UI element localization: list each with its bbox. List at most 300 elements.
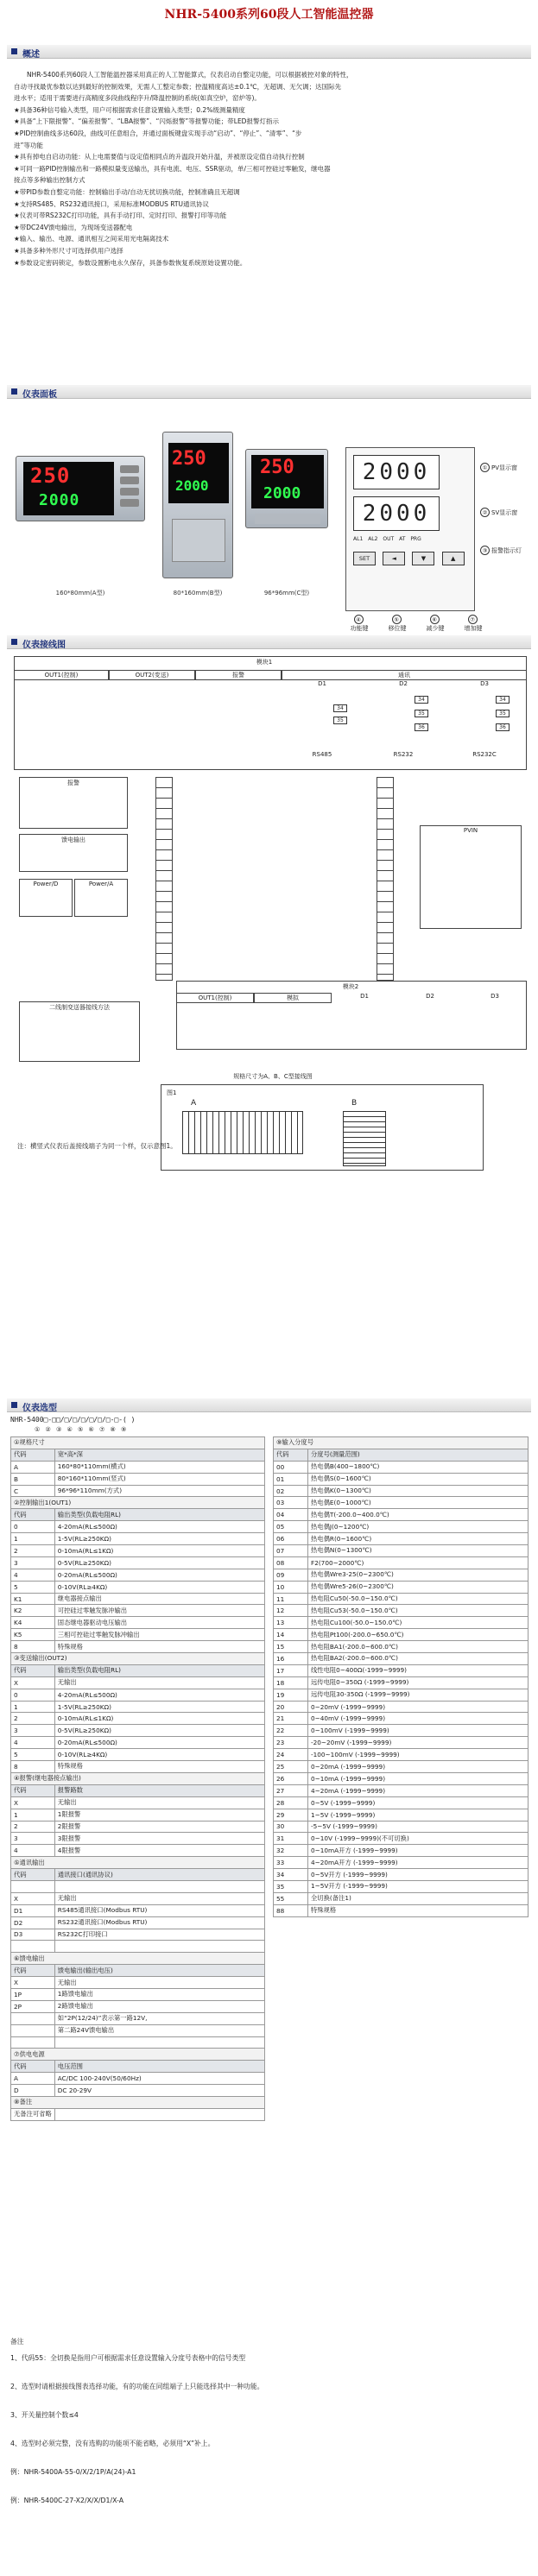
meter-c-screen [251, 455, 324, 508]
table-row [274, 1761, 529, 1773]
terminal: 35 [415, 710, 428, 717]
set-key-button[interactable]: SET [353, 552, 376, 565]
note-item: 1、代码55：全切换是指用户可根据需求任意设置输入分度号表格中的信号类型 [10, 2354, 246, 2362]
table-row [274, 1845, 529, 1857]
overview-line: ★输入、输出、电源、通讯相互之间采用光电隔离技术 [14, 235, 169, 243]
table-row [274, 1796, 529, 1809]
table-cell-desc: 热电偶J(0~1200℃) [308, 1521, 529, 1533]
table-cell-code: 34 [274, 1869, 308, 1881]
indicator-label: AT [399, 536, 406, 542]
table-cell-code: 32 [274, 1845, 308, 1857]
table-cell-code: 06 [274, 1533, 308, 1545]
table-cell-code: 代码 [274, 1449, 308, 1461]
meter-a [16, 456, 145, 521]
table-row [11, 1845, 265, 1857]
table-row [274, 1497, 529, 1509]
front-sv-window: 2000 [353, 496, 440, 531]
table-cell-code: 12 [274, 1605, 308, 1617]
feed-label: 馈电输出 [61, 837, 85, 843]
meter-a-sv: 2000 [39, 491, 80, 509]
table-row [11, 1737, 265, 1749]
table-row [11, 1473, 265, 1485]
table-cell-code [11, 2024, 55, 2036]
table-cell-desc: 0~20mA (-1999~9999) [308, 1761, 529, 1773]
figure-1 [161, 1084, 484, 1171]
table-row [11, 2096, 265, 2108]
table-cell-desc: 无输出 [54, 1796, 264, 1809]
table-cell-desc: 0-10V(RL≥4KΩ) [54, 1749, 264, 1761]
table-cell-code: K1 [11, 1593, 55, 1605]
table-cell-code: 09 [274, 1569, 308, 1581]
table-row [274, 1676, 529, 1689]
table-row [11, 2012, 265, 2024]
table-row [11, 2000, 265, 2012]
table-row [11, 1449, 265, 1461]
key-button[interactable] [120, 477, 139, 484]
overview-line: ★PID控制曲线多达60段，曲线可任意组合，并通过面板键盘实现手动“启动”、“停止”、“清零”、“步 [14, 129, 302, 137]
selection-code: NHR-5400□-□□/□/□/□/□/□/□-□-( ) [10, 1416, 136, 1424]
table-row [11, 1641, 265, 1653]
table-group-title: ⑦供电电源 [11, 2049, 265, 2061]
table-cell-desc: 可控硅过零触发脉冲输出 [54, 1605, 264, 1617]
table-cell-code: 4 [11, 1569, 55, 1581]
table-row [274, 1784, 529, 1796]
table-row [11, 2061, 265, 2073]
table-cell-desc: 输出类型(负载电阻RL) [54, 1664, 264, 1676]
meter-b-screen [168, 443, 229, 503]
table-cell-desc: -5~5V (-1999~9999) [308, 1821, 529, 1833]
comm-d1: D1 [318, 680, 326, 687]
table-group-title: ⑧备注 [11, 2096, 265, 2108]
overview-line: ★仪表可带RS232C打印功能，具有手动打印、定时打印、报警打印等功能 [14, 212, 227, 220]
table-cell-code: 19 [274, 1689, 308, 1701]
table-cell-desc: RS232C打印接口 [54, 1929, 264, 1941]
table-cell-desc [54, 1880, 264, 1892]
note-item: 4、选型时必须完整，没有选购的功能项不能省略，必须用“X”补上。 [10, 2440, 215, 2447]
table-cell-desc: 无输出 [54, 1977, 264, 1989]
down-key-button[interactable]: ▼ [412, 552, 434, 565]
table-cell-code: K2 [11, 1605, 55, 1617]
table-cell-desc: 0-10mA(RL≤1KΩ) [54, 1545, 264, 1557]
table-cell-code: 07 [274, 1545, 308, 1557]
table-cell-desc: 三相可控硅过零触发脉冲输出 [54, 1629, 264, 1641]
meter-c-keys [255, 514, 320, 524]
table-cell-code: 55 [274, 1892, 308, 1904]
wiring-diagram [14, 656, 527, 1140]
table-row [11, 1869, 265, 1881]
table-cell-code: 33 [274, 1857, 308, 1869]
table-cell-code: 10 [274, 1581, 308, 1593]
table-row [11, 2024, 265, 2036]
table-cell-code: 代码 [11, 1449, 55, 1461]
table-cell-code: 8 [11, 1761, 55, 1773]
table-cell-code: 代码 [11, 1664, 55, 1676]
table-cell-code: 29 [274, 1809, 308, 1821]
table-cell-desc: 热电偶E(0~1000℃) [308, 1497, 529, 1509]
callout-down: ⑥ 减少键 [426, 616, 445, 632]
table-cell-desc: 4~20mA (-1999~9999) [308, 1784, 529, 1796]
key-button[interactable] [120, 465, 139, 473]
table-cell-code: 14 [274, 1629, 308, 1641]
callout-alarm: ③ 报警指示灯 [480, 546, 522, 555]
pvin-label: PVIN [463, 827, 478, 834]
table-row [274, 1892, 529, 1904]
table-cell-desc: RS485通讯接口(Modbus RTU) [54, 1904, 264, 1916]
table-cell-code: 18 [274, 1676, 308, 1689]
table-cell-code: 代码 [11, 1509, 55, 1521]
section-header-panel [7, 385, 531, 399]
table-cell-desc: 0-20mA(RL≤500Ω) [54, 1737, 264, 1749]
table-cell-code: 2P [11, 2000, 55, 2012]
table-cell-code: X [11, 1977, 55, 1989]
m2-d3: D3 [491, 993, 499, 1000]
overview-line: ★可同一路PID控制输出和一路模拟量变送输出，具有电流、电压、SSR驱动，单/三相可控硅过零触发，继电器 [14, 164, 331, 173]
overview-line: ★具备多种外形尺寸可选择供用户选择 [14, 246, 123, 255]
section-title: 概述 [22, 50, 40, 60]
table-cell-desc: 热电偶Wre5-26(0~2300℃) [308, 1581, 529, 1593]
table-cell-desc: F2(700~2000℃) [308, 1556, 529, 1569]
table-cell-desc: 热电偶K(0~1300℃) [308, 1485, 529, 1497]
front-callouts-bottom [342, 615, 515, 632]
table-cell-desc: 0-5V(RL≥250KΩ) [54, 1556, 264, 1569]
table-cell-code: 5 [11, 1749, 55, 1761]
table-cell-desc: 热电偶Wre3-25(0~2300℃) [308, 1569, 529, 1581]
table-row [11, 1725, 265, 1737]
table-cell-desc: 0~40mV (-1999~9999) [308, 1713, 529, 1725]
table-cell-desc: 0~10V (-1999~9999)(不可切换) [308, 1833, 529, 1845]
table-row [274, 1473, 529, 1485]
figure-1-label: 图1 [167, 1089, 177, 1096]
table-row [274, 1485, 529, 1497]
key-button[interactable] [120, 488, 139, 496]
section-title: 仪表接线图 [22, 641, 66, 650]
terminal: 35 [333, 717, 347, 724]
table-cell-code [11, 2012, 55, 2024]
table-cell-desc: 0~100mV (-1999~9999) [308, 1725, 529, 1737]
table-cell-desc: 无输出 [54, 1892, 264, 1904]
front-keys [353, 552, 469, 569]
table-cell-desc: 热电阻Cu53(-50.0~150.0℃) [308, 1605, 529, 1617]
table-row [11, 1833, 265, 1845]
section-bullet-icon [11, 48, 17, 54]
table-cell-code: X [11, 1676, 55, 1689]
table-cell-desc: 0-5V(RL≥250KΩ) [54, 1725, 264, 1737]
table-group-title: ⑤通讯输出 [11, 1857, 265, 1869]
table-cell-code: D2 [11, 1916, 55, 1929]
table-cell-desc: 分度号(测量范围) [308, 1449, 529, 1461]
table-row [11, 1617, 265, 1629]
col-out2: OUT2(变送) [109, 670, 195, 680]
table-row [274, 1857, 529, 1869]
shift-key-button[interactable]: ◄ [383, 552, 405, 565]
table-row [274, 1869, 529, 1881]
terminal: 34 [333, 704, 347, 712]
m2-col-out1: OUT1(控制) [176, 993, 254, 1003]
table-row [11, 1809, 265, 1821]
front-panel-diagram [345, 447, 475, 611]
table-cell-desc: 特殊规格 [54, 1761, 264, 1773]
meter-a-screen [23, 462, 114, 515]
table-cell-desc: 通讯接口(通讯协议) [54, 1869, 264, 1881]
wiring-note: 注：横竖式仪表后盖接线端子为同一个样，仅示意图1。 [17, 1142, 177, 1150]
table-group-title: ⑨输入分度号 [274, 1437, 529, 1449]
table-cell-code: 无备注可省略 [11, 2108, 55, 2120]
table-cell-desc: 4~20mA开方 (-1999~9999) [308, 1857, 529, 1869]
table-cell-code: 02 [274, 1485, 308, 1497]
left-terminal-strip [155, 777, 173, 981]
table-row [274, 1833, 529, 1845]
table-cell-code: 31 [274, 1833, 308, 1845]
table-row [274, 1880, 529, 1892]
table-cell-desc: DC 20-29V [54, 2085, 264, 2097]
section-bullet-icon [11, 639, 17, 645]
table-row [11, 1941, 265, 1953]
table-cell-code: 30 [274, 1821, 308, 1833]
table-cell-desc: 热电偶T(-200.0~400.0℃) [308, 1509, 529, 1521]
table-group-title: ③变送输出(OUT2) [11, 1653, 265, 1665]
table-cell-desc: 热电阻Cu100(-50.0~150.0℃) [308, 1617, 529, 1629]
overview-line: 接点等多种输出控制方式 [14, 176, 85, 185]
table-cell-code: 代码 [11, 1965, 55, 1977]
table-cell-desc: 2限报警 [54, 1821, 264, 1833]
table-cell-desc: 报警路数 [54, 1784, 264, 1796]
meter-a-caption: 160*80mm(A型) [55, 590, 105, 597]
table-cell-code: 15 [274, 1641, 308, 1653]
table-row [274, 1749, 529, 1761]
table-row [274, 1641, 529, 1653]
table-row [11, 1977, 265, 1989]
table-row [11, 1556, 265, 1569]
callout-sv: ② SV显示窗 [480, 508, 517, 517]
table-row [11, 1749, 265, 1761]
note-item: 例：NHR-5400C-27-X2/X/X/D1/X-A [10, 2497, 124, 2504]
table-cell-desc: 4-20mA(RL≤500Ω) [54, 1689, 264, 1701]
table-row [11, 1569, 265, 1581]
indicator-label: OUT [383, 536, 395, 542]
table-row [11, 1533, 265, 1545]
table-row [274, 1521, 529, 1533]
m2-d1: D1 [360, 993, 369, 1000]
overview-line: ★支持RS485、RS232通讯接口，采用标准MODBUS RTU通讯协议 [14, 199, 209, 208]
table-cell-code: 5 [11, 1581, 55, 1593]
overview-line: ★参数设定密码锁定，参数设置断电永久保存，具备参数恢复系统原始设置功能。 [14, 258, 247, 267]
table-cell-code: 3 [11, 1556, 55, 1569]
overview-text [14, 69, 527, 268]
table-row [274, 1533, 529, 1545]
table-row [11, 1821, 265, 1833]
section-title: 仪表选型 [22, 1404, 57, 1413]
table-row [274, 1605, 529, 1617]
key-button[interactable] [120, 499, 139, 507]
table-row [11, 1892, 265, 1904]
table-cell-code: 01 [274, 1473, 308, 1485]
table-cell-code: A [11, 2073, 55, 2085]
table-cell-code: 2 [11, 1545, 55, 1557]
table-cell-code: 3 [11, 1725, 55, 1737]
table-cell-desc: 热电偶R(0~1600℃) [308, 1533, 529, 1545]
table-cell-code: 1 [11, 1701, 55, 1713]
table-row [11, 1857, 265, 1869]
m2-d2: D2 [426, 993, 434, 1000]
table-group-title: ②控制输出1(OUT1) [11, 1497, 265, 1509]
section-bullet-icon [11, 388, 17, 395]
table-cell-code: D [11, 2085, 55, 2097]
table-group-title: ⑥馈电输出 [11, 1953, 265, 1965]
figure-a-label: A [191, 1099, 197, 1108]
table-cell-desc: 4-20mA(RL≤500Ω) [54, 1521, 264, 1533]
note-item: 2、选型时请根据接线图表选择功能，有的功能在同组端子上只能选择其中一种功能。 [10, 2383, 264, 2390]
table-cell-code: 21 [274, 1713, 308, 1725]
overview-line: 进水平；适用于需要进行高精度多段曲线程序升/降温控制的系统(如真空炉，窑炉等)。 [14, 94, 261, 103]
table-cell-code: 2 [11, 1821, 55, 1833]
callout-set: ④ 功能键 [350, 616, 369, 632]
m2-col-analog: 模拟 [254, 993, 332, 1003]
section-title: 仪表面板 [22, 390, 57, 400]
table-cell-desc: 1~5V开方 (-1999~9999) [308, 1880, 529, 1892]
table-row [11, 1772, 265, 1784]
table-cell-desc: 0-20mA(RL≤500Ω) [54, 1569, 264, 1581]
overview-line: 自动寻找最优参数以达到最好的控制效果，无需人工整定参数；控温精度高达±0.1℃，无超调、无欠调；达国际先 [14, 82, 342, 91]
table-cell-code: 17 [274, 1664, 308, 1676]
table-row [274, 1629, 529, 1641]
table-row [11, 1437, 265, 1449]
table-row [11, 1916, 265, 1929]
selection-table-left [10, 1436, 265, 2121]
table-row [11, 1485, 265, 1497]
table-cell-desc: 热电偶B(400~1800℃) [308, 1461, 529, 1473]
terminal: 35 [496, 710, 510, 717]
meter-b-sv: 2000 [175, 477, 209, 494]
table-row [11, 1593, 265, 1605]
meter-c-sv: 2000 [263, 484, 301, 502]
table-row [11, 1701, 265, 1713]
comm-rs485: RS485 [312, 751, 332, 758]
table-cell-desc [54, 2108, 264, 2120]
table-row [11, 1653, 265, 1665]
table-cell-code: 1P [11, 1988, 55, 2000]
table-cell-code: A [11, 1461, 55, 1473]
table-cell-code: 4 [11, 1845, 55, 1857]
table-row [274, 1556, 529, 1569]
table-cell-code: 27 [274, 1784, 308, 1796]
module1-label: 模块1 [256, 659, 273, 666]
two-wire-label: 二线制变送器接线方法 [49, 1004, 110, 1011]
table-row [274, 1461, 529, 1473]
table-cell-desc: 全切换(备注1) [308, 1892, 529, 1904]
meter-b-keypad [172, 519, 225, 562]
meter-c [245, 449, 328, 528]
table-group-title: ④报警(继电器接点输出) [11, 1772, 265, 1784]
table-row [274, 1737, 529, 1749]
overview-line: ★带DC24V馈电输出，为现场变送器配电 [14, 223, 133, 231]
table-row [274, 1449, 529, 1461]
table-cell-desc: 线性电阻0~400Ω(-1999~9999) [308, 1664, 529, 1676]
table-cell-code: D3 [11, 1929, 55, 1941]
table-cell-desc: 2路馈电输出 [54, 2000, 264, 2012]
table-cell-desc: 80*160*110mm(竖式) [54, 1473, 264, 1485]
table-cell-code: X [11, 1892, 55, 1904]
table-cell-desc: 0~20mV (-1999~9999) [308, 1701, 529, 1713]
table-cell-desc: 3限报警 [54, 1833, 264, 1845]
table-cell-code: 16 [274, 1653, 308, 1665]
overview-line: ★具备“上下限报警”、“偏差报警”、“LBA报警”、“闪烁报警”等报警功能；带LED报警灯指示 [14, 117, 279, 126]
table-cell-desc: 1-5V(RL≥250KΩ) [54, 1533, 264, 1545]
table-cell-code: 3 [11, 1833, 55, 1845]
overview-line: ★带PID参数自整定功能：控制输出手动/自动无扰切换功能，控制准确且无超调 [14, 187, 240, 196]
table-cell-code: 代码 [11, 2061, 55, 2073]
table-cell-desc: 输出类型(负载电阻RL) [54, 1509, 264, 1521]
table-cell-desc: AC/DC 100-240V(50/60Hz) [54, 2073, 264, 2085]
indicator-label: AL2 [368, 536, 378, 542]
table-row [274, 1653, 529, 1665]
table-cell-code: 23 [274, 1737, 308, 1749]
table-row [274, 1809, 529, 1821]
table-row [11, 1545, 265, 1557]
table-row [11, 1965, 265, 1977]
table-cell-desc: 1-5V(RL≥250KΩ) [54, 1701, 264, 1713]
front-indicators [353, 536, 440, 546]
pvin-box [420, 825, 522, 929]
indicator-label: AL1 [353, 536, 364, 542]
table-cell-code: 4 [11, 1737, 55, 1749]
table-cell-desc: 1路馈电输出 [54, 1988, 264, 2000]
up-key-button[interactable]: ▲ [442, 552, 465, 565]
table-row [11, 1497, 265, 1509]
meter-c-pv: 250 [260, 457, 294, 478]
table-row [11, 2073, 265, 2085]
table-cell-code: 35 [274, 1880, 308, 1892]
table-cell-desc: 远传电阻0~350Ω (-1999~9999) [308, 1676, 529, 1689]
table-cell-desc: 4限报警 [54, 1845, 264, 1857]
table-cell-code: K5 [11, 1629, 55, 1641]
module2-label: 模块2 [342, 983, 359, 990]
indicator-label: PRG [410, 536, 421, 542]
table-cell-desc: 0~10mA (-1999~9999) [308, 1772, 529, 1784]
table-cell-desc: -100~100mV (-1999~9999) [308, 1749, 529, 1761]
table-cell-code: 00 [274, 1461, 308, 1473]
table-cell-desc: 0-10mA(RL≤1KΩ) [54, 1713, 264, 1725]
table-cell-desc: 热电阻BA1(-200.0~600.0℃) [308, 1641, 529, 1653]
table-cell-code: 0 [11, 1689, 55, 1701]
table-cell-desc [54, 1941, 264, 1953]
table-row [11, 1929, 265, 1941]
section-header-overview [7, 45, 531, 59]
table-row [11, 2049, 265, 2061]
table-cell-code: B [11, 1473, 55, 1485]
callout-pv: ① PV显示窗 [480, 463, 517, 472]
table-cell-desc: 1限报警 [54, 1809, 264, 1821]
table-cell-code: D1 [11, 1904, 55, 1916]
note-item: 例：NHR-5400A-55-0/X/2/1P/A(24)-A1 [10, 2468, 136, 2476]
notes-head: 备注 [10, 2338, 24, 2346]
table-cell-code [11, 1941, 55, 1953]
table-row [11, 1880, 265, 1892]
figure-a-shape [182, 1111, 303, 1154]
table-row [274, 1904, 529, 1916]
table-cell-code: 8 [11, 1641, 55, 1653]
meter-c-caption: 96*96mm(C型) [263, 590, 310, 597]
table-cell-desc: 固态继电器驱动电压输出 [54, 1617, 264, 1629]
table-cell-desc: -20~20mV (-1999~9999) [308, 1737, 529, 1749]
table-row [274, 1725, 529, 1737]
table-row [274, 1581, 529, 1593]
table-cell-desc: 1~5V (-1999~9999) [308, 1809, 529, 1821]
size-caption: 规格尺寸为A、B、C型接线图 [233, 1073, 313, 1080]
table-cell-code: 11 [274, 1593, 308, 1605]
table-cell-desc: RS232通讯接口(Modbus RTU) [54, 1916, 264, 1929]
table-row [11, 1784, 265, 1796]
table-row [11, 1521, 265, 1533]
